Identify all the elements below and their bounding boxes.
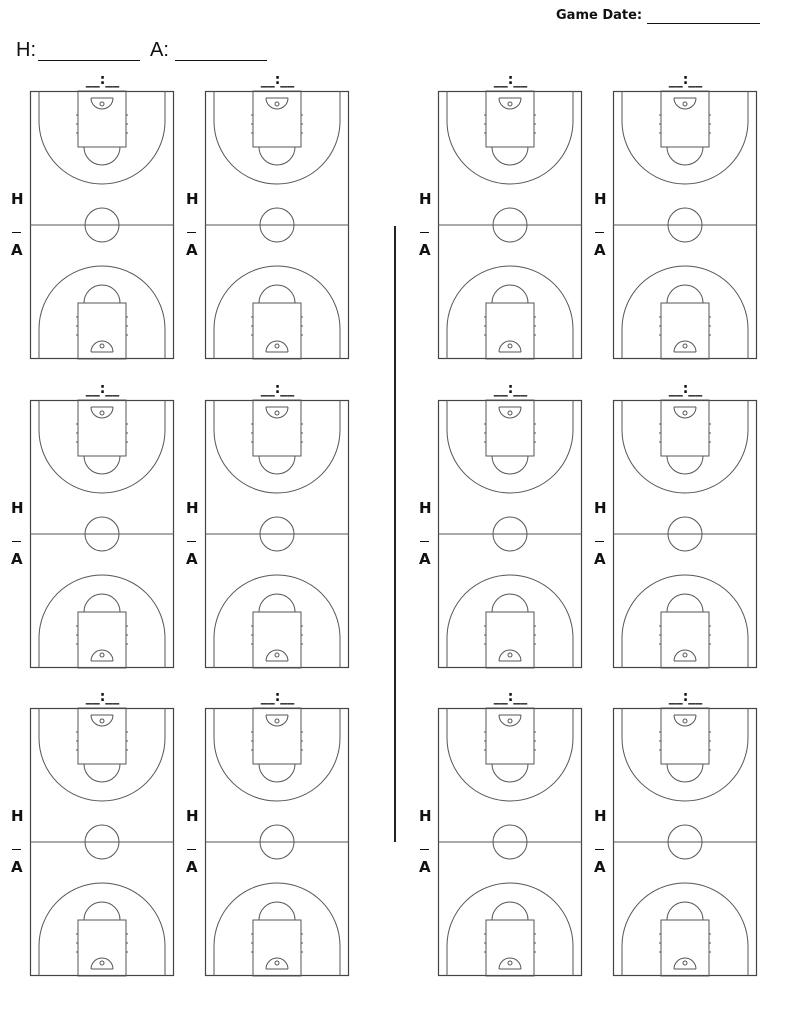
basketball-court-diagram[interactable] xyxy=(438,400,582,668)
three-point-arc-top xyxy=(39,91,165,184)
three-point-arc-bottom xyxy=(39,575,165,668)
three-point-arc-top xyxy=(622,91,748,184)
hoop-bottom xyxy=(275,344,279,348)
free-throw-circle-top xyxy=(259,147,295,165)
three-point-arc-top xyxy=(447,91,573,184)
restricted-arc-bottom xyxy=(91,650,113,661)
hoop-bottom xyxy=(683,344,687,348)
away-letter: A xyxy=(594,858,606,876)
three-point-arc-bottom xyxy=(39,266,165,359)
restricted-arc-top xyxy=(266,715,288,726)
three-point-arc-bottom xyxy=(39,883,165,976)
hoop-top xyxy=(100,411,104,415)
key-bottom xyxy=(78,920,126,976)
hoop-top xyxy=(683,411,687,415)
key-top xyxy=(661,91,709,147)
away-team-blank[interactable] xyxy=(175,60,267,61)
three-point-arc-top xyxy=(214,708,340,801)
restricted-arc-bottom xyxy=(674,341,696,352)
basketball-court-diagram[interactable] xyxy=(438,91,582,359)
score-blank[interactable]: __:__ xyxy=(668,381,703,397)
court-unit xyxy=(414,382,589,672)
home-letter: H xyxy=(11,190,24,208)
restricted-arc-top xyxy=(674,715,696,726)
home-away-divider xyxy=(12,232,21,233)
center-divider xyxy=(394,226,396,842)
restricted-arc-top xyxy=(674,98,696,109)
hoop-bottom xyxy=(100,344,104,348)
three-point-arc-bottom xyxy=(622,266,748,359)
key-bottom xyxy=(78,303,126,359)
score-blank[interactable]: __:__ xyxy=(493,381,528,397)
home-away-divider xyxy=(187,849,196,850)
home-letter: H xyxy=(11,807,24,825)
basketball-court-diagram[interactable] xyxy=(205,400,349,668)
away-letter: A xyxy=(594,241,606,259)
restricted-arc-top xyxy=(674,407,696,418)
home-letter: H xyxy=(594,807,607,825)
key-bottom xyxy=(661,303,709,359)
key-bottom xyxy=(661,920,709,976)
home-away-divider xyxy=(420,541,429,542)
restricted-arc-bottom xyxy=(499,341,521,352)
free-throw-circle-bottom xyxy=(667,594,703,612)
three-point-arc-bottom xyxy=(214,266,340,359)
free-throw-circle-top xyxy=(492,456,528,474)
restricted-arc-top xyxy=(499,715,521,726)
basketball-court-diagram[interactable] xyxy=(30,708,174,976)
free-throw-circle-bottom xyxy=(492,594,528,612)
court-unit xyxy=(6,690,181,980)
three-point-arc-bottom xyxy=(447,266,573,359)
court-unit xyxy=(6,73,181,363)
three-point-arc-bottom xyxy=(622,575,748,668)
away-letter: A xyxy=(186,858,198,876)
hoop-bottom xyxy=(100,961,104,965)
home-away-divider xyxy=(420,232,429,233)
score-blank[interactable]: __:__ xyxy=(85,381,120,397)
court-unit xyxy=(6,382,181,672)
three-point-arc-bottom xyxy=(214,575,340,668)
home-letter: H xyxy=(186,807,199,825)
three-point-arc-top xyxy=(39,708,165,801)
three-point-arc-bottom xyxy=(447,575,573,668)
hoop-top xyxy=(683,102,687,106)
away-letter: A xyxy=(186,550,198,568)
three-point-arc-bottom xyxy=(622,883,748,976)
free-throw-circle-top xyxy=(492,147,528,165)
free-throw-circle-top xyxy=(84,147,120,165)
away-letter: A xyxy=(594,550,606,568)
hoop-top xyxy=(275,102,279,106)
three-point-arc-top xyxy=(622,708,748,801)
score-blank[interactable]: __:__ xyxy=(260,381,295,397)
hoop-bottom xyxy=(683,961,687,965)
away-letter: A xyxy=(419,550,431,568)
home-letter: H xyxy=(11,499,24,517)
three-point-arc-top xyxy=(214,400,340,493)
home-away-divider xyxy=(187,232,196,233)
hoop-bottom xyxy=(100,653,104,657)
game-date-label: Game Date: xyxy=(556,8,643,23)
restricted-arc-bottom xyxy=(499,650,521,661)
hoop-bottom xyxy=(275,961,279,965)
court-unit xyxy=(181,690,356,980)
home-team-blank[interactable] xyxy=(38,60,140,61)
hoop-bottom xyxy=(275,653,279,657)
restricted-arc-bottom xyxy=(266,650,288,661)
court-unit xyxy=(181,73,356,363)
key-top xyxy=(661,708,709,764)
score-blank[interactable]: __:__ xyxy=(260,72,295,88)
hoop-top xyxy=(508,102,512,106)
three-point-arc-bottom xyxy=(447,883,573,976)
basketball-court-diagram[interactable] xyxy=(438,708,582,976)
restricted-arc-bottom xyxy=(266,958,288,969)
restricted-arc-top xyxy=(91,98,113,109)
restricted-arc-bottom xyxy=(91,341,113,352)
key-top xyxy=(253,708,301,764)
key-top xyxy=(486,91,534,147)
score-blank[interactable]: __:__ xyxy=(260,689,295,705)
hoop-top xyxy=(508,411,512,415)
score-blank[interactable]: __:__ xyxy=(85,689,120,705)
home-letter: H xyxy=(419,190,432,208)
home-away-divider xyxy=(12,849,21,850)
home-letter: H xyxy=(594,499,607,517)
three-point-arc-top xyxy=(447,708,573,801)
free-throw-circle-bottom xyxy=(667,285,703,303)
score-blank[interactable]: __:__ xyxy=(668,689,703,705)
restricted-arc-bottom xyxy=(499,958,521,969)
home-letter: H xyxy=(419,807,432,825)
away-letter: A xyxy=(11,550,23,568)
basketball-court-diagram[interactable] xyxy=(613,400,757,668)
hoop-top xyxy=(100,102,104,106)
key-top xyxy=(661,400,709,456)
score-blank[interactable]: __:__ xyxy=(85,72,120,88)
restricted-arc-top xyxy=(499,407,521,418)
hoop-top xyxy=(508,719,512,723)
home-away-divider xyxy=(420,849,429,850)
key-top xyxy=(253,400,301,456)
away-letter: A xyxy=(11,858,23,876)
away-letter: A xyxy=(419,858,431,876)
free-throw-circle-bottom xyxy=(259,902,295,920)
home-letter: H xyxy=(186,499,199,517)
free-throw-circle-top xyxy=(259,764,295,782)
restricted-arc-bottom xyxy=(266,341,288,352)
basketball-court-diagram[interactable] xyxy=(613,708,757,976)
restricted-arc-top xyxy=(266,407,288,418)
restricted-arc-bottom xyxy=(91,958,113,969)
free-throw-circle-top xyxy=(259,456,295,474)
home-team-label: H: xyxy=(16,39,36,61)
key-top xyxy=(253,91,301,147)
key-bottom xyxy=(253,920,301,976)
hoop-bottom xyxy=(508,653,512,657)
home-away-divider xyxy=(595,232,604,233)
key-bottom xyxy=(486,612,534,668)
home-away-divider xyxy=(12,541,21,542)
key-bottom xyxy=(78,612,126,668)
score-blank[interactable]: __:__ xyxy=(493,72,528,88)
home-away-divider xyxy=(187,541,196,542)
three-point-arc-top xyxy=(39,400,165,493)
key-bottom xyxy=(253,303,301,359)
free-throw-circle-top xyxy=(84,764,120,782)
court-unit xyxy=(589,73,764,363)
home-away-divider xyxy=(595,541,604,542)
key-bottom xyxy=(253,612,301,668)
key-top xyxy=(486,400,534,456)
hoop-top xyxy=(683,719,687,723)
away-team-label: A: xyxy=(150,39,169,61)
basketball-court-diagram[interactable] xyxy=(30,400,174,668)
court-unit xyxy=(181,382,356,672)
free-throw-circle-top xyxy=(84,456,120,474)
hoop-bottom xyxy=(508,344,512,348)
free-throw-circle-bottom xyxy=(492,285,528,303)
score-blank[interactable]: __:__ xyxy=(668,72,703,88)
restricted-arc-top xyxy=(91,407,113,418)
free-throw-circle-bottom xyxy=(84,285,120,303)
court-unit xyxy=(589,690,764,980)
court-unit xyxy=(414,690,589,980)
basketball-court-diagram[interactable] xyxy=(205,91,349,359)
free-throw-circle-top xyxy=(492,764,528,782)
game-date-blank[interactable] xyxy=(647,23,760,24)
key-top xyxy=(78,400,126,456)
hoop-top xyxy=(100,719,104,723)
score-blank[interactable]: __:__ xyxy=(493,689,528,705)
free-throw-circle-bottom xyxy=(492,902,528,920)
home-away-divider xyxy=(595,849,604,850)
away-letter: A xyxy=(419,241,431,259)
restricted-arc-top xyxy=(91,715,113,726)
three-point-arc-bottom xyxy=(214,883,340,976)
key-top xyxy=(78,91,126,147)
free-throw-circle-top xyxy=(667,456,703,474)
away-letter: A xyxy=(186,241,198,259)
home-letter: H xyxy=(594,190,607,208)
key-bottom xyxy=(486,303,534,359)
restricted-arc-top xyxy=(499,98,521,109)
basketball-court-diagram[interactable] xyxy=(30,91,174,359)
restricted-arc-top xyxy=(266,98,288,109)
hoop-bottom xyxy=(508,961,512,965)
key-bottom xyxy=(661,612,709,668)
away-letter: A xyxy=(11,241,23,259)
key-top xyxy=(486,708,534,764)
free-throw-circle-top xyxy=(667,764,703,782)
free-throw-circle-bottom xyxy=(84,902,120,920)
free-throw-circle-top xyxy=(667,147,703,165)
free-throw-circle-bottom xyxy=(84,594,120,612)
home-letter: H xyxy=(419,499,432,517)
free-throw-circle-bottom xyxy=(259,285,295,303)
court-unit xyxy=(414,73,589,363)
hoop-bottom xyxy=(683,653,687,657)
three-point-arc-top xyxy=(214,91,340,184)
key-top xyxy=(78,708,126,764)
basketball-court-diagram[interactable] xyxy=(205,708,349,976)
restricted-arc-bottom xyxy=(674,958,696,969)
key-bottom xyxy=(486,920,534,976)
basketball-court-diagram[interactable] xyxy=(613,91,757,359)
hoop-top xyxy=(275,411,279,415)
free-throw-circle-bottom xyxy=(667,902,703,920)
free-throw-circle-bottom xyxy=(259,594,295,612)
three-point-arc-top xyxy=(447,400,573,493)
court-unit xyxy=(589,382,764,672)
three-point-arc-top xyxy=(622,400,748,493)
hoop-top xyxy=(275,719,279,723)
home-letter: H xyxy=(186,190,199,208)
restricted-arc-bottom xyxy=(674,650,696,661)
